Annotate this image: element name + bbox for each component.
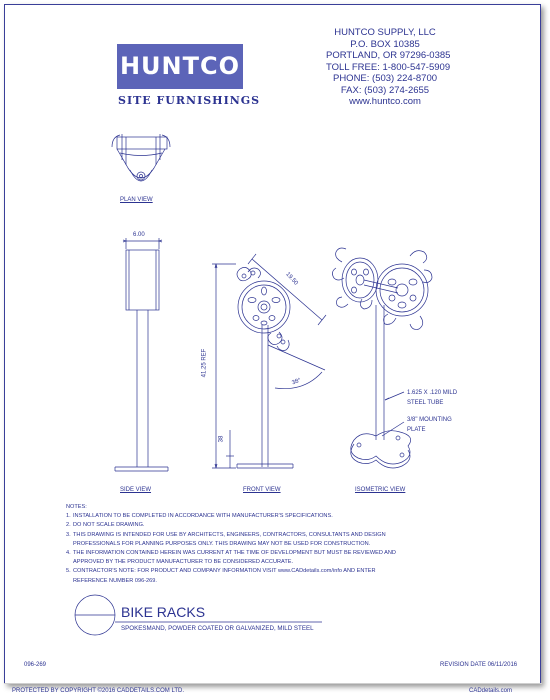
- note-4: 4. THE INFORMATION CONTAINED HEREIN WAS CURRENT AT THE TIME OF DEVELOPMENT BUT MUST BE REVIEWED AND: [66, 550, 396, 557]
- side-view-drawing: [115, 238, 168, 471]
- side-view-label: SIDE VIEW: [120, 487, 152, 493]
- logo-name: HUNTCO: [119, 52, 241, 80]
- drawing-subtitle: SPOKESMAND, POWDER COATED OR GALVANIZED, MILD STEEL: [121, 625, 314, 632]
- isometric-view-drawing: [332, 248, 432, 468]
- note-2: 2. DO NOT SCALE DRAWING.: [66, 522, 145, 529]
- note-5-cont: REFERENCE NUMBER 096-269.: [73, 577, 157, 584]
- plan-view-drawing: [112, 134, 170, 181]
- note-3: 3. THIS DRAWING IS INTENDED FOR USE BY ARCHITECTS, ENGINEERS, CONTRACTORS, CONSULTANTS AND DESIGN: [66, 531, 386, 538]
- logo-tagline: SITE FURNISHINGS: [118, 94, 261, 107]
- company-fax: FAX: (503) 274-2655: [340, 84, 430, 96]
- isometric-view-label: ISOMETRIC VIEW: [355, 487, 406, 493]
- company-city: PORTLAND, OR 97296-0385: [326, 50, 451, 61]
- notes-heading: NOTES:: [66, 504, 87, 510]
- footer-divider: [4, 683, 542, 684]
- base-height-dimension: 38: [218, 435, 225, 443]
- height-dimension: 41.25 REF: [201, 348, 208, 378]
- company-website[interactable]: www.huntco.com: [349, 96, 421, 107]
- front-view-label: FRONT VIEW: [243, 487, 281, 493]
- note-5: 5. CONTRACTOR'S NOTE: FOR PRODUCT AND COMPANY INFORMATION VISIT www.CADdetails.com/info AND ENTER: [66, 568, 376, 575]
- tube-callout-line2: STEEL TUBE: [407, 400, 444, 406]
- copyright-notice: PROTECTED BY COPYRIGHT ©2016 CADDETAILS.COM LTD.: [12, 688, 185, 694]
- width-dimension: 6.00: [133, 232, 145, 238]
- caddetails-brand[interactable]: CADdetails.com: [469, 688, 513, 694]
- company-name: HUNTCO SUPPLY, LLC: [334, 27, 436, 38]
- note-1: 1. INSTALLATION TO BE COMPLETED IN ACCORDANCE WITH MANUFACTURER'S SPECIFICATIONS.: [66, 513, 333, 520]
- company-po-box: P.O. BOX 10385: [350, 38, 420, 50]
- angle-dimension: 38°: [291, 377, 302, 387]
- notes-block: [66, 503, 396, 586]
- company-toll-free: TOLL FREE: 1-800-547-5909: [326, 61, 451, 73]
- plate-callout-line1: 3/8" MOUNTING: [407, 417, 452, 423]
- drawing-title: BIKE RACKS: [121, 604, 206, 620]
- sheet-number: 096-269: [24, 662, 47, 668]
- note-4-cont: APPROVED BY THE PRODUCT MANUFACTURER TO BE CONSIDERED ACCURATE.: [73, 559, 294, 566]
- front-view-drawing: [212, 254, 326, 468]
- note-3-cont: PROFESSIONALS FOR PLANNING PURPOSES ONLY. THIS DRAWING MAY NOT BE USED FOR CONSTRUCTION.: [73, 540, 371, 547]
- revision-date: REVISION DATE 06/11/2016: [440, 662, 518, 668]
- wheel-dimension: 19.50: [284, 271, 299, 287]
- plan-view-label: PLAN VIEW: [120, 197, 153, 203]
- company-phone: PHONE: (503) 224-8700: [332, 73, 438, 84]
- plate-callout-line2: PLATE: [407, 427, 426, 433]
- tube-callout-line1: 1.625 X .120 MILD: [407, 390, 458, 396]
